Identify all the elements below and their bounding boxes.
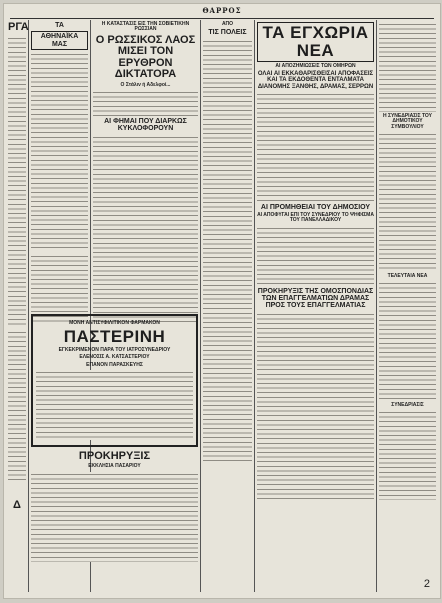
text-block (93, 135, 198, 325)
column-rule (28, 20, 29, 592)
ad-line: ΕΠΑΝΟΝ ΠΑΡΑΣΚΕΥΗΣ (86, 361, 143, 368)
text-block (203, 39, 252, 309)
ad-title: ΠΑΣΤΕΡΙΝΗ (63, 327, 166, 347)
masthead (10, 6, 434, 19)
section-kicker: ΑΠΟ (221, 21, 234, 27)
text-block (379, 22, 436, 112)
russia-headline: Ο ΡΩΣΣΙΚΟΣ ΛΑΟΣ ΜΙΣΕΙ ΤΟΝ ΕΡΥΘΡΟΝ ΔΙΚΤΑΤΟΡΑ (95, 33, 196, 81)
local-news-headline: ΠΡΟΚΗΡΥΞΙΣ ΤΗΣ ΟΜΟΣΠΟΝΔΙΑΣ ΤΩΝ ΕΠΑΓΓΕΛΜΑΤΙΩΝ ΔΡΑΜΑΣ ΠΡΟΣ ΤΟΥΣ ΕΠΑΓΓΕΛΜΑΤΙΑΣ (257, 287, 374, 310)
left-strip-letter: Δ (13, 498, 21, 511)
text-block (203, 311, 252, 461)
russia-rumors-heading: ΑΙ ΦΗΜΑΙ ΠΟΥ ΔΙΑΡΚΩΣ ΚΥΚΛΟΦΟΡΟΥΝ (104, 117, 187, 133)
local-news-banner: ΤΑ ΕΓΧΩΡΙΑ ΝΕΑ (257, 22, 374, 62)
column-rule (254, 20, 255, 592)
right-headline: ΤΕΛΕΥΤΑΙΑ ΝΕΑ (387, 272, 428, 279)
text-block (31, 472, 198, 562)
text-block (36, 370, 193, 440)
column-rule (200, 20, 201, 592)
text-block (257, 226, 374, 286)
column-rule (376, 20, 377, 592)
text-block (257, 312, 374, 502)
newspaper-page (3, 3, 441, 599)
russia-kicker: Η ΚΑΤΑΣΤΑΣΙΣ ΕΙΣ ΤΗΝ ΣΟΒΙΕΤΙΚΗΝ ΡΩΣΣΙΑΝ (101, 21, 190, 33)
text-block (379, 410, 436, 500)
left-strip (8, 20, 29, 592)
local-news-headline: ΑΙ ΠΡΟΜΗΘΕΙΑΙ ΤΟΥ ΔΗΜΟΣΙΟΥ (260, 203, 371, 211)
local-news-headline: ΑΙ ΑΠΟΦΥΓΑΙ ΕΠΙ ΤΟΥ ΣΥΝΕΔΡΙΟΥ ΤΟ ΨΗΦΙΣΜΑ ΤΟΥ ΠΑΝΕΛΛΑΔΙΚΟΥ (257, 212, 374, 224)
right-headline: Η ΣΥΝΕΔΡΙΑΣΙΣ ΤΟΥ ΔΗΜΟΤΙΚΟΥ ΣΥΜΒΟΥΛΙΟΥ (382, 113, 433, 130)
local-news-kicker: ΑΙ ΑΠΟΖΗΜΙΩΣΕΙΣ ΤΩΝ ΟΜΗΡΩΝ (275, 62, 356, 69)
advert-area (31, 314, 198, 592)
text-block (257, 92, 374, 202)
local-news-headline: ΟΛΑΙ ΑΙ ΕΚΚΑΘΑΡΙΣΘΕΙΣΑΙ ΑΠΟΦΑΣΕΙΣ ΚΑΙ ΤΑ ΕΚΔΟΘΕΝΤΑ ΕΝΤΑΛΜΑΤΑ ΔΙΑΝΟΜΗΣ ΞΑΝΘΗΣ, ΔΡΑΜΑΣ, ΣΕΡΡΩΝ (257, 70, 374, 90)
local-news-column (257, 20, 374, 592)
notice-heading: ΠΡΟΚΗΡΥΞΙΣ (78, 449, 151, 462)
left-strip-heading: ΡΓΑ (8, 21, 29, 33)
text-block (8, 36, 26, 186)
russia-subhead: Ο Στάλιν ή Αδελφοί... (120, 81, 171, 88)
right-column (379, 20, 436, 592)
city-column (203, 20, 252, 592)
ad-line: ΕΓΚΕΚΡΙΜΕΝΟΝ ΠΑΡΑ ΤΟΥ ΙΑΤΡΟΣΥΝΕΔΡΙΟΥ (58, 347, 171, 354)
notice-subheading: ΕΚΚΛΗΣΙΑ ΠΑΣΑΡΙΟΥ (88, 463, 141, 470)
masthead-title: ΘΑΡΡΟΣ (202, 6, 242, 15)
text-block (8, 330, 26, 480)
right-headline: ΣΥΝΕΔΡΙΑΣΙΣ (391, 402, 424, 408)
text-block (379, 132, 436, 272)
text-block (8, 188, 26, 328)
section-kicker: ΤΑ (55, 22, 64, 29)
section-heading: ΑΘΗΝΑΪΚΑ ΜΑΣ (31, 31, 88, 50)
text-block (93, 90, 198, 116)
text-block (379, 281, 436, 401)
ad-line: ΜΟΝΗ ΑΝΤΙΣΥΦΙΛΙΤΙΚΟΝ ΦΑΡΜΑΚΟΝ (69, 320, 160, 326)
page-number: 2 (423, 578, 430, 590)
ad-line: ΕΛΕΝΟΣΙΣ Α. ΚΑΤΣΑΣΤΕΡΙΟΥ (79, 354, 150, 361)
advertisement (31, 314, 198, 447)
text-block (31, 52, 88, 252)
section-heading: ΤΙΣ ΠΟΛΕΙΣ (208, 29, 247, 37)
